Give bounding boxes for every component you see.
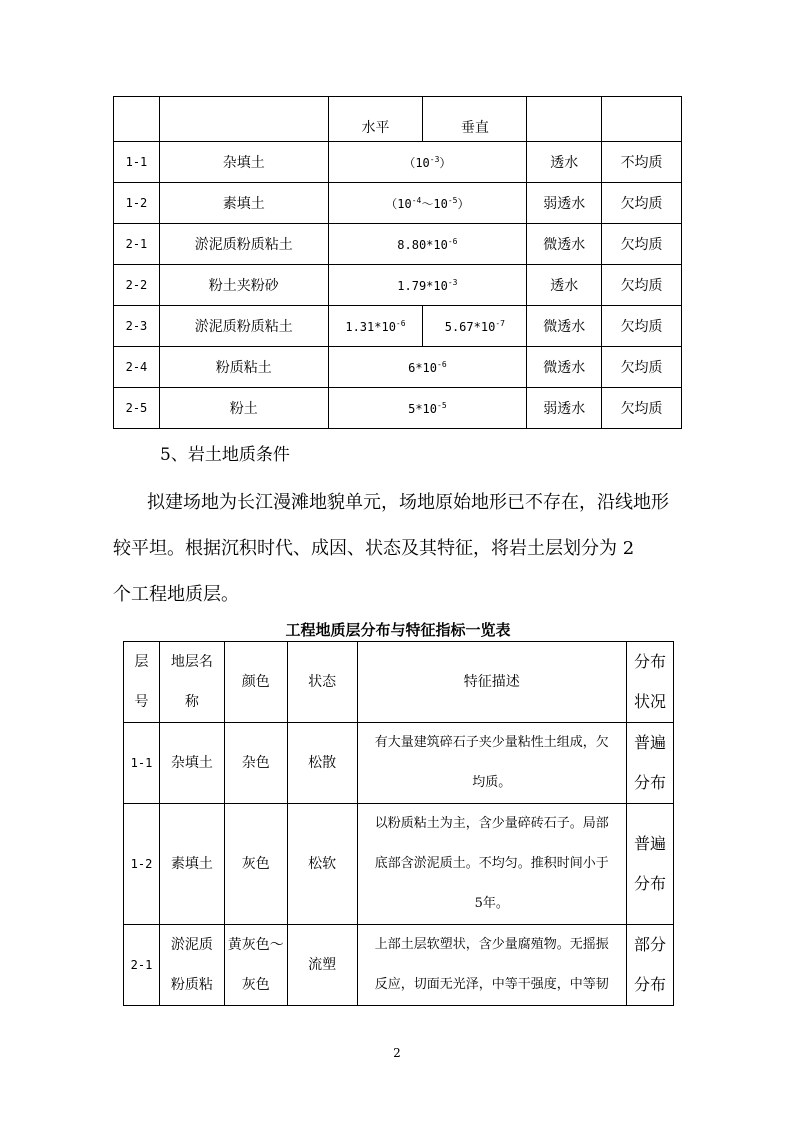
permeability-coefficient	[328, 347, 527, 388]
layer-code: 1-1	[114, 142, 160, 183]
name-line: 淤泥质	[170, 937, 213, 953]
distribution-text: 分布	[634, 975, 667, 994]
table-header-row	[114, 97, 682, 142]
permeability-coefficient	[328, 388, 527, 429]
uniformity: 不均质	[602, 142, 682, 183]
coef-exp: -3	[447, 277, 458, 287]
layer-name	[159, 925, 224, 1006]
coef-exp: -3	[429, 154, 440, 164]
table-row	[114, 306, 682, 347]
name-line: 粉质粘	[170, 977, 213, 993]
layer-color	[224, 925, 287, 1006]
geology-table	[123, 641, 674, 1006]
description-line: 反应，切面无光泽，中等干强度，中等韧	[374, 977, 609, 992]
description-line: 均质。	[472, 775, 512, 790]
layer-description	[357, 804, 626, 925]
description-line: 底部含淤泥质土。不均匀。推积时间小于	[374, 856, 609, 871]
uniformity: 欠均质	[602, 388, 682, 429]
layer-description	[357, 925, 626, 1006]
coef-exp: -5	[437, 400, 447, 410]
coef-exp: -6	[437, 359, 447, 369]
layer-color: 杂色	[224, 723, 287, 804]
table-row	[124, 723, 674, 804]
permeability: 透水	[527, 265, 602, 306]
header-text: 层	[134, 654, 149, 670]
description-line: 上部土层软塑状，含少量腐殖物。无摇振	[374, 937, 609, 952]
coef-base: 5*10	[408, 401, 438, 416]
coef-tail: ）	[457, 196, 470, 211]
header-cell-empty	[527, 97, 602, 142]
table-row	[114, 142, 682, 183]
layer-code: 2-4	[114, 347, 160, 388]
layer-name: 粉土夹粉砂	[159, 265, 328, 306]
permeability-coefficient-horizontal	[328, 306, 423, 347]
distribution-text: 分布	[634, 874, 667, 893]
coef-exp2: -5	[447, 195, 458, 205]
header-text: 号	[134, 694, 149, 710]
header-text: 状况	[634, 692, 667, 711]
layer-name: 粉质粘土	[159, 347, 328, 388]
coef-base: 8.80*10	[397, 237, 448, 252]
uniformity: 欠均质	[602, 224, 682, 265]
header-color: 颜色	[224, 642, 287, 723]
table-title: 工程地质层分布与特征指标一览表	[285, 621, 511, 639]
header-cell-empty	[602, 97, 682, 142]
header-text: 称	[184, 694, 199, 710]
header-description: 特征描述	[357, 642, 626, 723]
body-paragraph: 拟建场地为长江漫滩地貌单元，场地原始地形已不存在，沿线地形较平坦。根据沉积时代、成因、状态及其特征，将岩土层划分为 2	[113, 492, 669, 559]
layer-description	[357, 723, 626, 804]
table-row	[114, 388, 682, 429]
coef-base: 1.31*10	[345, 319, 396, 334]
table-row	[114, 224, 682, 265]
distribution-text: 普遍	[634, 733, 667, 752]
table-row	[114, 265, 682, 306]
layer-code: 1-1	[124, 723, 160, 804]
layer-name: 粉土	[159, 388, 328, 429]
description-line: 有大量建筑碎石子夹少量粘性土组成，欠	[374, 735, 609, 750]
header-state: 状态	[287, 642, 357, 723]
header-cell-empty	[114, 97, 160, 142]
permeability: 微透水	[527, 306, 602, 347]
table-row	[124, 804, 674, 925]
layer-name: 淤泥质粉质粘土	[159, 224, 328, 265]
table-header-row	[124, 642, 674, 723]
header-text: 分布	[634, 652, 667, 671]
layer-name: 淤泥质粉质粘土	[159, 306, 328, 347]
layer-state: 流塑	[287, 925, 357, 1006]
layer-code: 1-2	[124, 804, 160, 925]
color-line: 黄灰色～	[227, 937, 284, 953]
layer-state: 松散	[287, 723, 357, 804]
body-paragraph-continued: 个工程地质层。	[113, 584, 239, 605]
permeability: 弱透水	[527, 388, 602, 429]
layer-distribution	[627, 804, 674, 925]
permeability: 透水	[527, 142, 602, 183]
uniformity: 欠均质	[602, 347, 682, 388]
permeability: 弱透水	[527, 183, 602, 224]
permeability: 微透水	[527, 347, 602, 388]
header-distribution	[627, 642, 674, 723]
layer-code: 2-3	[114, 306, 160, 347]
header-text: 地层名	[170, 654, 213, 670]
header-vertical: 垂直	[423, 97, 527, 142]
coef-exp: -4	[411, 195, 422, 205]
coef-base: 6*10	[408, 360, 438, 375]
coef-exp: -7	[495, 318, 505, 328]
permeability-coefficient	[328, 183, 527, 224]
layer-code: 2-5	[114, 388, 160, 429]
permeability: 微透水	[527, 224, 602, 265]
color-line: 灰色	[241, 977, 270, 993]
uniformity: 欠均质	[602, 183, 682, 224]
uniformity: 欠均质	[602, 265, 682, 306]
page-number: 2	[393, 1046, 401, 1060]
description-line: 5年。	[474, 896, 509, 911]
coef-base: 1.79*10	[397, 278, 448, 293]
coef-mid: ～10	[421, 196, 448, 211]
layer-name: 杂填土	[159, 142, 328, 183]
distribution-text: 分布	[634, 773, 667, 792]
header-cell-empty	[159, 97, 328, 142]
coef-base: （10	[403, 155, 430, 170]
layer-distribution	[627, 723, 674, 804]
layer-code: 2-2	[114, 265, 160, 306]
layer-distribution	[627, 925, 674, 1006]
layer-name: 素填土	[159, 183, 328, 224]
section-heading: 5、岩土地质条件	[160, 445, 290, 465]
coef-exp: -6	[447, 236, 458, 246]
permeability-coefficient	[328, 265, 527, 306]
distribution-text: 部分	[634, 935, 667, 954]
table-row	[114, 347, 682, 388]
permeability-table	[113, 96, 682, 429]
description-line: 以粉质粘土为主，含少量碎砖石子。局部	[374, 816, 609, 831]
coef-exp: -6	[395, 318, 406, 328]
layer-code: 1-2	[114, 183, 160, 224]
permeability-coefficient	[328, 142, 527, 183]
header-layer-name	[159, 642, 224, 723]
uniformity: 欠均质	[602, 306, 682, 347]
header-layer-no	[124, 642, 160, 723]
coef-base: 5.67*10	[444, 319, 496, 334]
layer-state: 松软	[287, 804, 357, 925]
header-horizontal: 水平	[328, 97, 423, 142]
table-row	[114, 183, 682, 224]
layer-color: 灰色	[224, 804, 287, 925]
layer-code: 2-1	[124, 925, 160, 1006]
coef-tail: ）	[439, 155, 452, 170]
coef-base: （10	[385, 196, 412, 211]
permeability-coefficient-vertical	[423, 306, 527, 347]
distribution-text: 普遍	[634, 834, 667, 853]
layer-name: 杂填土	[159, 723, 224, 804]
table-row	[124, 925, 674, 1006]
layer-code: 2-1	[114, 224, 160, 265]
layer-name: 素填土	[159, 804, 224, 925]
permeability-coefficient	[328, 224, 527, 265]
